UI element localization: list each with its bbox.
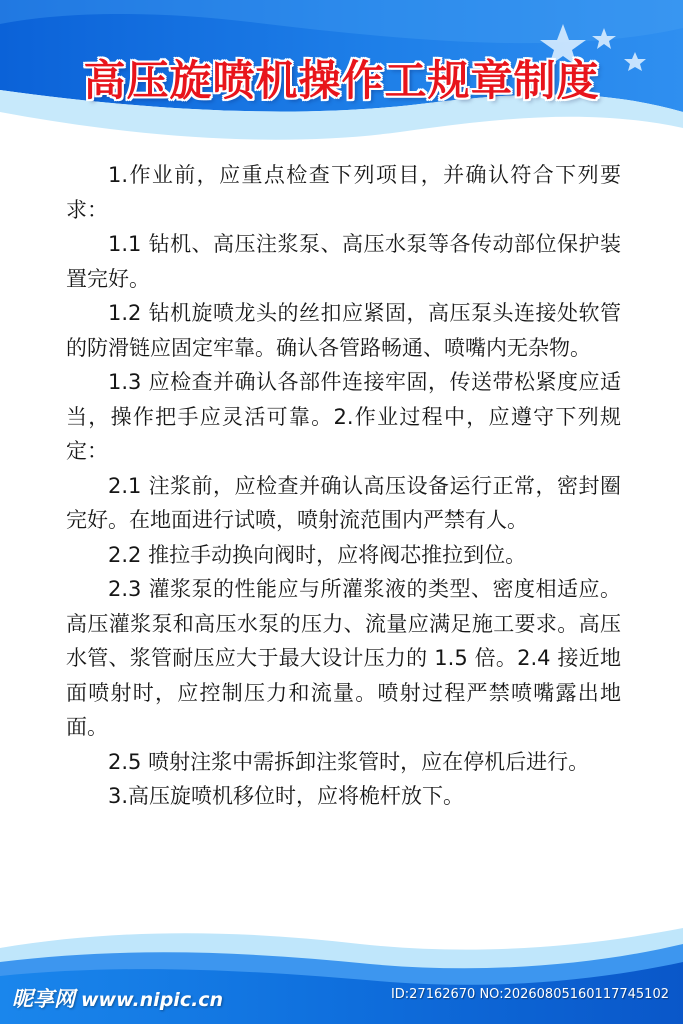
watermark-id: ID:27162670 NO:20260805160117745102 <box>390 987 669 1002</box>
watermark-url: www.nipic.cn <box>81 989 224 1011</box>
page-title: 高压旋喷机操作工规章制度 <box>83 56 600 105</box>
rule-paragraph: 1.2 钻机旋喷龙头的丝扣应紧固，高压泵头连接处软管的防滑链应固定牢靠。确认各管路畅通、喷嘴内无杂物。 <box>66 301 621 360</box>
rule-paragraph: 1.作业前，应重点检查下列项目，并确认符合下列要求： <box>66 163 621 222</box>
rule-paragraph: 2.5 喷射注浆中需拆卸注浆管时，应在停机后进行。 <box>108 749 590 774</box>
rule-paragraph: 3.高压旋喷机移位时，应将桅杆放下。 <box>108 784 465 808</box>
rule-paragraph: 2.2 推拉手动换向阀时，应将阀芯推拉到位。 <box>108 542 527 567</box>
rule-paragraph: 2.1 注浆前，应检查并确认高压设备运行正常，密封圈完好。在地面进行试喷，喷射流范围内严禁有人。 <box>66 473 621 532</box>
rule-paragraph: 1.1 钻机、高压注浆泵、高压水泵等各传动部位保护装置完好。 <box>66 232 621 291</box>
watermark-brand: 昵享网 <box>12 987 75 1011</box>
rule-paragraph: 2.3 灌浆泵的性能应与所灌浆液的类型、密度相适应。高压灌浆泵和高压水泵的压力、流量应满足施工要求。高压水管、浆管耐压应大于最大设计压力的 1.5 倍。2.4 接近地面喷射时，应控制压力和流量。喷射过程严禁喷嘴露出地面。 <box>66 577 621 739</box>
rule-paragraph: 1.3 应检查并确认各部件连接牢固，传送带松紧度应适当，操作把手应灵活可靠。2.作业过程中，应遵守下列规定： <box>66 370 621 463</box>
watermark-logo <box>12 983 223 1013</box>
rules-body <box>66 158 621 814</box>
